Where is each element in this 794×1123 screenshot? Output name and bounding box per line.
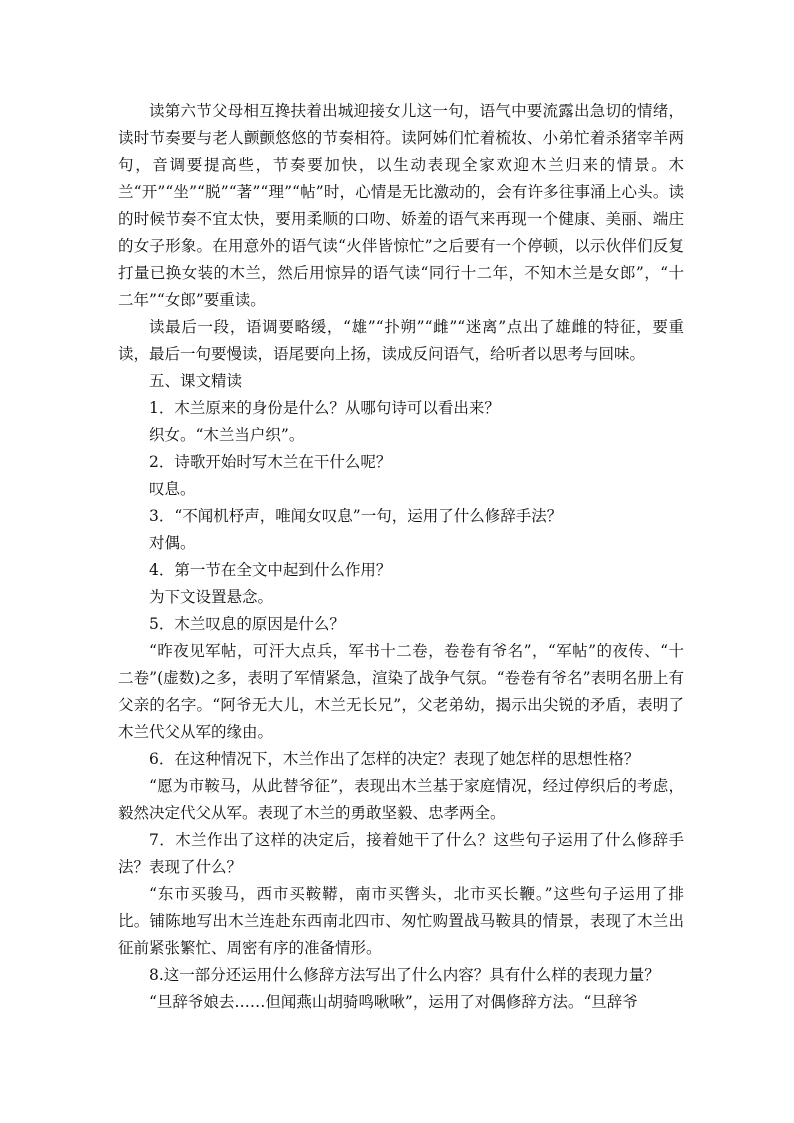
section-heading-close-reading: 五、课文精读: [149, 372, 243, 390]
answer-2: 叹息。: [149, 480, 196, 498]
question-4: 4．第一节在全文中起到什么作用？: [149, 561, 392, 579]
paragraph-reading-section-six: 读第六节父母相互搀扶着出城迎接女儿这一句，语气中要流露出急切的情绪，读时节奏要与老人颤颤悠悠的节奏相符。读阿姊们忙着梳妆、小弟忙着杀猪宰羊两句，音调要提高些，节奏要加快，以生动表现全家欢迎木兰归来的情景。木兰“开”“坐”“脱”“著”“理”“帖”时，心情是无比激动的，会有许多往事涌上心头。读的时候节奏不宜太快，要用柔顺的口吻、娇羞的语气来再现一个健康、美丽、端庄的女子形象。在用意外的语气读“火伴皆惊忙”之后要有一个停顿，以示伙伴们反复打量已换女装的木兰，然后用惊异的语气读“同行十二年，不知木兰是女郎”，“十二年”“女郎”要重读。: [118, 102, 684, 309]
question-5: 5．木兰叹息的原因是什么？: [149, 615, 345, 633]
question-1: 1．木兰原来的身份是什么？从哪句诗可以看出来？: [149, 399, 500, 417]
question-2: 2．诗歌开始时写木兰在干什么呢？: [149, 453, 392, 471]
answer-8: “旦辞爷娘去……但闻燕山胡骑鸣啾啾”，运用了对偶修辞方法。“旦辞爷: [149, 993, 638, 1011]
question-8: 8.这一部分还运用什么修辞方法写出了什么内容？具有什么样的表现力量？: [149, 966, 660, 984]
answer-3: 对偶。: [149, 534, 196, 552]
answer-5: “昨夜见军帖，可汗大点兵，军书十二卷，卷卷有爷名”，“军帖”的夜传、“十二卷”(虚数)之多，表明了军情紧急，渲染了战争气氛。“卷卷有爷名”表明名册上有父亲的名字。“阿爷无大儿，木兰无长兄”，父老弟幼，揭示出尖锐的矛盾，表明了木兰代父从军的缘由。: [118, 642, 684, 741]
answer-7: “东市买骏马，西市买鞍鞯，南市买辔头，北市买长鞭。”这些句子运用了排比。铺陈地写出木兰连赴东西南北四市、匆忙购置战马鞍具的情景，表现了木兰出征前紧张繁忙、周密有序的准备情形。: [118, 885, 684, 957]
paragraph-reading-last-section: 读最后一段，语调要略缓，“雄”“扑朔”“雌”“迷离”点出了雄雌的特征，要重读，最后一句要慢读，语尾要向上扬，读成反问语气，给听者以思考与回味。: [118, 318, 684, 363]
question-3: 3．“不闻机杼声，唯闻女叹息”一句，运用了什么修辞手法？: [149, 507, 563, 525]
answer-1: 织女。“木兰当户织”。: [149, 426, 305, 444]
answer-4: 为下文设置悬念。: [149, 588, 274, 606]
question-6: 6．在这种情况下，木兰作出了怎样的决定？表现了她怎样的思想性格？: [149, 750, 640, 768]
answer-6: “愿为市鞍马，从此替爷征”，表现出木兰基于家庭情况，经过停织后的考虑，毅然决定代父从军。表现了木兰的勇敢坚毅、忠孝两全。: [118, 777, 684, 822]
document-body: [118, 98, 684, 1016]
question-7: 7．木兰作出了这样的决定后，接着她干了什么？这些句子运用了什么修辞手法？表现了什么？: [118, 831, 684, 876]
